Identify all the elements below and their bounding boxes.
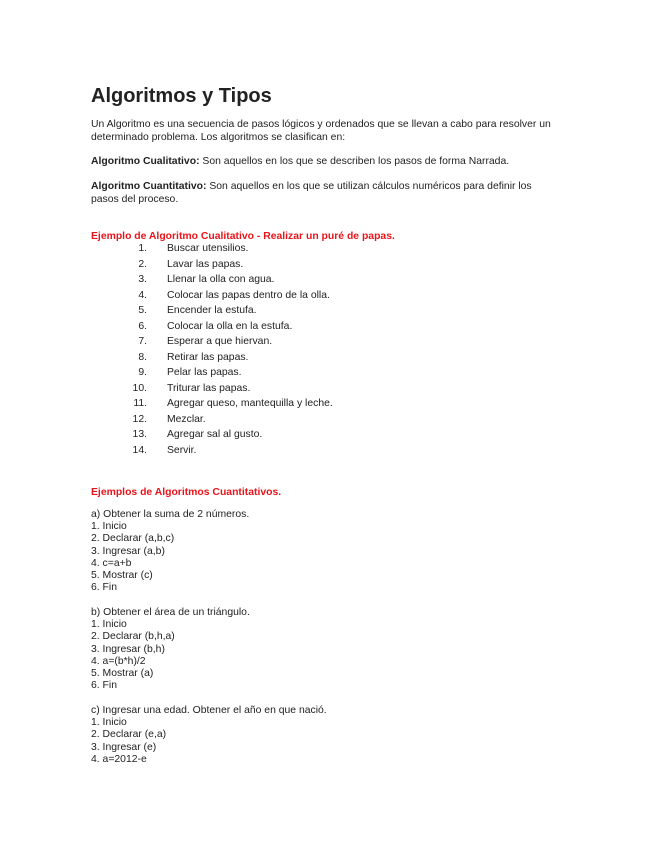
page-title: Algoritmos y Tipos [91,85,272,107]
step-number: 4. [138,289,147,301]
quantitative-definition [91,180,561,206]
qualitative-definition-text: Son aquellos en los que se describen los pasos de forma Narrada. [199,156,510,167]
step-number: 1. [138,243,147,254]
step-number: 6. [138,320,147,332]
quantitative-example-a [91,509,249,594]
step-text: Lavar las papas. [167,258,244,270]
step-number: 2. [138,258,147,270]
qualitative-example-heading: Ejemplo de Algoritmo Cualitativo - Realizar un puré de papas. [91,231,395,242]
list-item: 2. Declarar (b,h,a) [91,631,175,643]
step-text: Agregar sal al gusto. [167,429,263,440]
step-number: 11. [133,398,147,409]
step-number: 5. [138,305,147,316]
step-number: 13. [132,429,147,440]
list-item: 5. Mostrar (c) [91,570,153,582]
list-item: 3. Ingresar (b,h) [91,643,165,655]
step-text: Retirar las papas. [167,351,249,363]
qualitative-definition-label: Algoritmo Cualitativo: [91,156,200,167]
step-number: 14. [132,444,147,456]
quantitative-definition-label: Algoritmo Cuantitativo: [91,181,207,192]
quantitative-examples-heading: Ejemplos de Algoritmos Cuantitativos. [91,487,282,498]
step-number: 10. [132,382,147,394]
example-title: b) Obtener el área de un triángulo. [91,607,250,618]
quantitative-definition-text: Son aquellos en los que se utilizan cálculos numéricos para definir los pasos del proceso. [91,181,532,205]
step-text: Llenar la olla con agua. [167,274,275,285]
list-item: 2. Declarar (e,a) [91,729,167,741]
list-item: 3. Ingresar (e) [91,741,157,753]
list-item: 3. Ingresar (a,b) [91,545,165,557]
step-text: Colocar las papas dentro de la olla. [167,289,330,301]
list-item: 4. a=2012-e [91,753,147,765]
step-number: 3. [138,274,147,285]
list-item: 4. a=(b*h)/2 [91,655,146,667]
list-item: 6. Fin [91,680,117,692]
step-text: Pelar las papas. [167,367,242,378]
step-text: Colocar la olla en la estufa. [167,320,293,332]
list-item: 5. Mostrar (a) [91,668,154,680]
step-number: 12. [132,413,147,425]
step-text: Encender la estufa. [167,305,257,316]
list-item: 4. c=a+b [91,557,132,569]
list-item: 1. Inicio [91,717,127,729]
example-title: c) Ingresar una edad. Obtener el año en que nació. [91,705,327,716]
quantitative-example-c [91,705,327,766]
step-text: Triturar las papas. [167,382,251,394]
step-number: 8. [138,351,147,363]
list-item: 2. Declarar (a,b,c) [91,533,175,545]
list-item: 1. Inicio [91,619,127,631]
step-number: 7. [138,336,147,347]
step-text: Agregar queso, mantequilla y leche. [167,398,333,409]
step-text: Esperar a que hiervan. [167,336,273,347]
step-number: 9. [138,367,147,378]
list-item: 6. Fin [91,582,117,594]
example-title: a) Obtener la suma de 2 números. [91,509,250,520]
intro-paragraph: Un Algoritmo es una secuencia de pasos lógicos y ordenados que se llevan a cabo para resolver un determinado problema. Los algoritmos se clasifican en: [91,119,551,143]
step-text: Buscar utensilios. [167,243,249,254]
qualitative-definition [91,155,561,168]
quantitative-example-b [91,607,250,692]
step-text: Mezclar. [167,413,206,425]
list-item: 1. Inicio [91,521,127,533]
step-text: Servir. [167,444,197,456]
